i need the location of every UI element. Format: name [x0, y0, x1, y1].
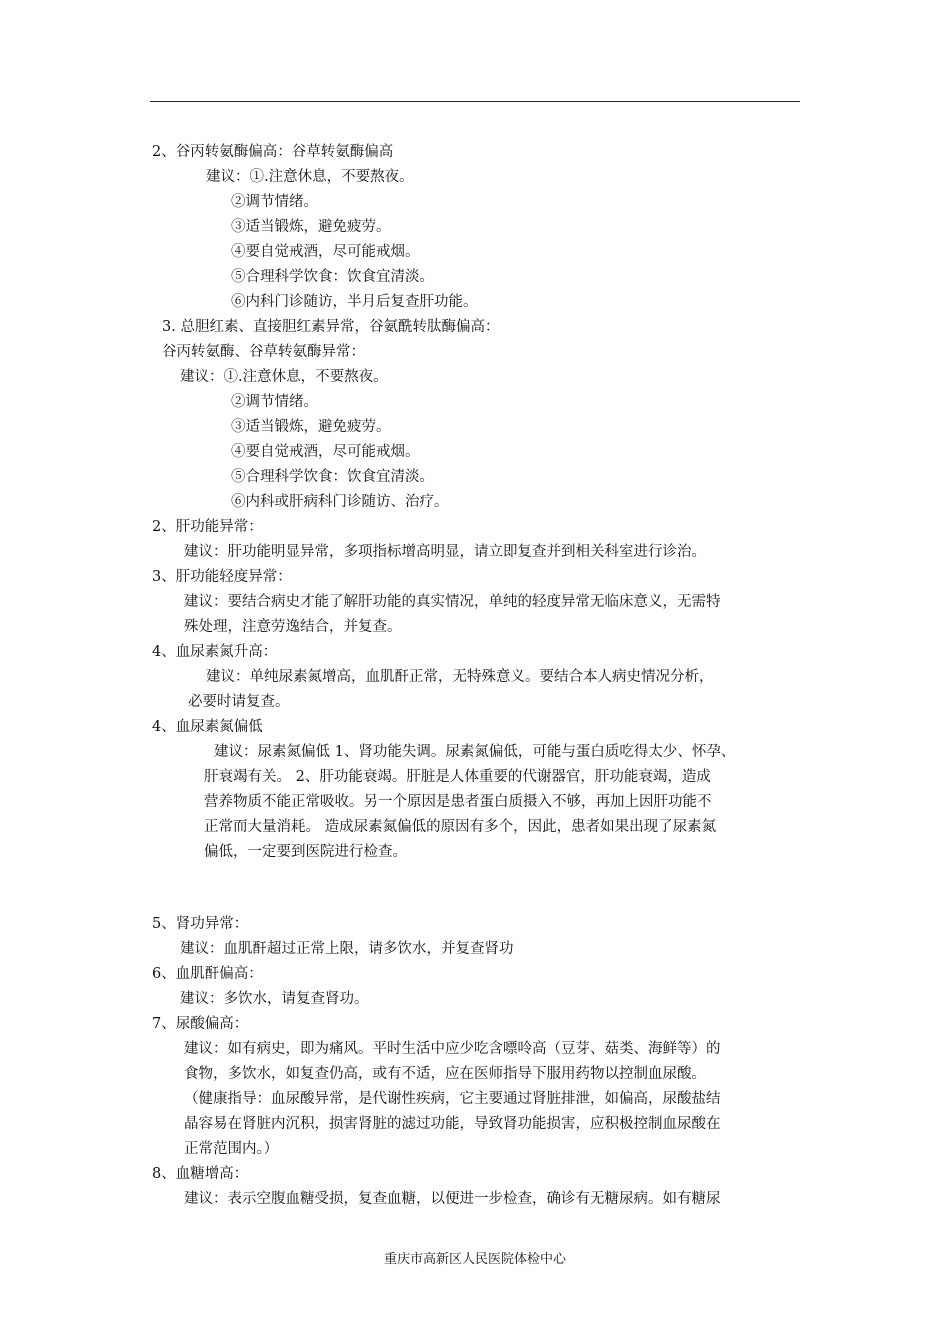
- section-heading: 6、血肌酐偏高：: [152, 966, 263, 982]
- section-heading: 7、尿酸偏高：: [152, 1016, 249, 1032]
- section-heading: 5、肾功异常：: [152, 916, 249, 932]
- advice-item: ④要自觉戒酒，尽可能戒烟。: [231, 244, 420, 260]
- section-heading-cont: 谷丙转氨酶、谷草转氨酶异常：: [162, 344, 365, 360]
- advice-line: 建议：如有病史，即为痛风。平时生活中应少吃含嘌呤高（豆芽、菇类、海鲜等）的: [184, 1041, 721, 1057]
- advice-item: ⑤合理科学饮食：饮食宜清淡。: [231, 269, 434, 285]
- advice-line: 建议：多饮水，请复查肾功。: [180, 991, 369, 1007]
- advice-item: ⑤合理科学饮食：饮食宜清淡。: [231, 469, 434, 485]
- section-heading: 3、肝功能轻度异常：: [152, 569, 292, 585]
- advice-line: 建议：表示空腹血糖受损，复查血糖，以便进一步检查，确诊有无糖尿病。如有糖尿: [184, 1191, 721, 1207]
- advice-item: ②调节情绪。: [231, 394, 318, 410]
- advice-line: 建议：单纯尿素氮增高，血肌酐正常，无特殊意义。要结合本人病史情况分析，: [206, 669, 714, 685]
- advice-line: 必要时请复查。: [188, 694, 290, 710]
- advice-line: 建议：①.注意休息，不要熬夜。: [206, 169, 414, 185]
- advice-line: 营养物质不能正常吸收。另一个原因是患者蛋白质摄入不够，再加上因肝功能不: [204, 794, 712, 810]
- health-guidance-line: 晶容易在肾脏内沉积，损害肾脏的滤过功能，导致肾功能损害，应积极控制血尿酸在: [184, 1116, 721, 1132]
- advice-line: 肝衰竭有关。 2、肝功能衰竭。肝脏是人体重要的代谢器官，肝功能衰竭，造成: [204, 769, 711, 785]
- advice-item: ⑥内科门诊随访，半月后复查肝功能。: [231, 294, 478, 310]
- page-footer: 重庆市高新区人民医院体检中心: [383, 1252, 566, 1267]
- advice-line: 偏低，一定要到医院进行检查。: [204, 844, 407, 860]
- section-heading: 3. 总胆红素、直接胆红素异常，谷氨酰转肽酶偏高：: [162, 319, 500, 335]
- health-guidance-line: （健康指导：血尿酸异常，是代谢性疾病，它主要通过肾脏排泄，如偏高，尿酸盐结: [184, 1091, 721, 1107]
- section-heading: 8、血糖增高：: [152, 1166, 249, 1182]
- advice-line: 建议：要结合病史才能了解肝功能的真实情况，单纯的轻度异常无临床意义，无需特: [184, 594, 721, 610]
- section-heading: 4、血尿素氮升高：: [152, 644, 278, 660]
- section-heading: 4、血尿素氮偏低: [152, 719, 263, 735]
- advice-item: ③适当锻炼，避免疲劳。: [231, 419, 391, 435]
- header-rule: [150, 101, 800, 102]
- advice-line: 建议：肝功能明显异常，多项指标增高明显，请立即复查并到相关科室进行诊治。: [184, 544, 706, 560]
- advice-item: ②调节情绪。: [231, 194, 318, 210]
- advice-line: 正常而大量消耗。 造成尿素氮偏低的原因有多个，因此，患者如果出现了尿素氮: [204, 819, 717, 835]
- advice-line: 建议：血肌酐超过正常上限，请多饮水，并复查肾功: [180, 941, 514, 957]
- advice-line: 食物，多饮水，如复查仍高，或有不适，应在医师指导下服用药物以控制血尿酸。: [184, 1066, 706, 1082]
- section-heading: 2、谷丙转氨酶偏高：谷草转氨酶偏高: [152, 144, 394, 160]
- advice-item: ③适当锻炼，避免疲劳。: [231, 219, 391, 235]
- advice-item: ⑥内科或肝病科门诊随访、治疗。: [231, 494, 449, 510]
- advice-item: ④要自觉戒酒，尽可能戒烟。: [231, 444, 420, 460]
- advice-line: 建议：尿素氮偏低 1、肾功能失调。尿素氮偏低，可能与蛋白质吃得太少、怀孕、: [214, 744, 736, 760]
- section-heading: 2、肝功能异常：: [152, 519, 263, 535]
- advice-line: 殊处理，注意劳逸结合，并复查。: [184, 619, 402, 635]
- advice-line: 建议：①.注意休息，不要熬夜。: [180, 369, 388, 385]
- health-guidance-line: 正常范围内。）: [184, 1141, 279, 1157]
